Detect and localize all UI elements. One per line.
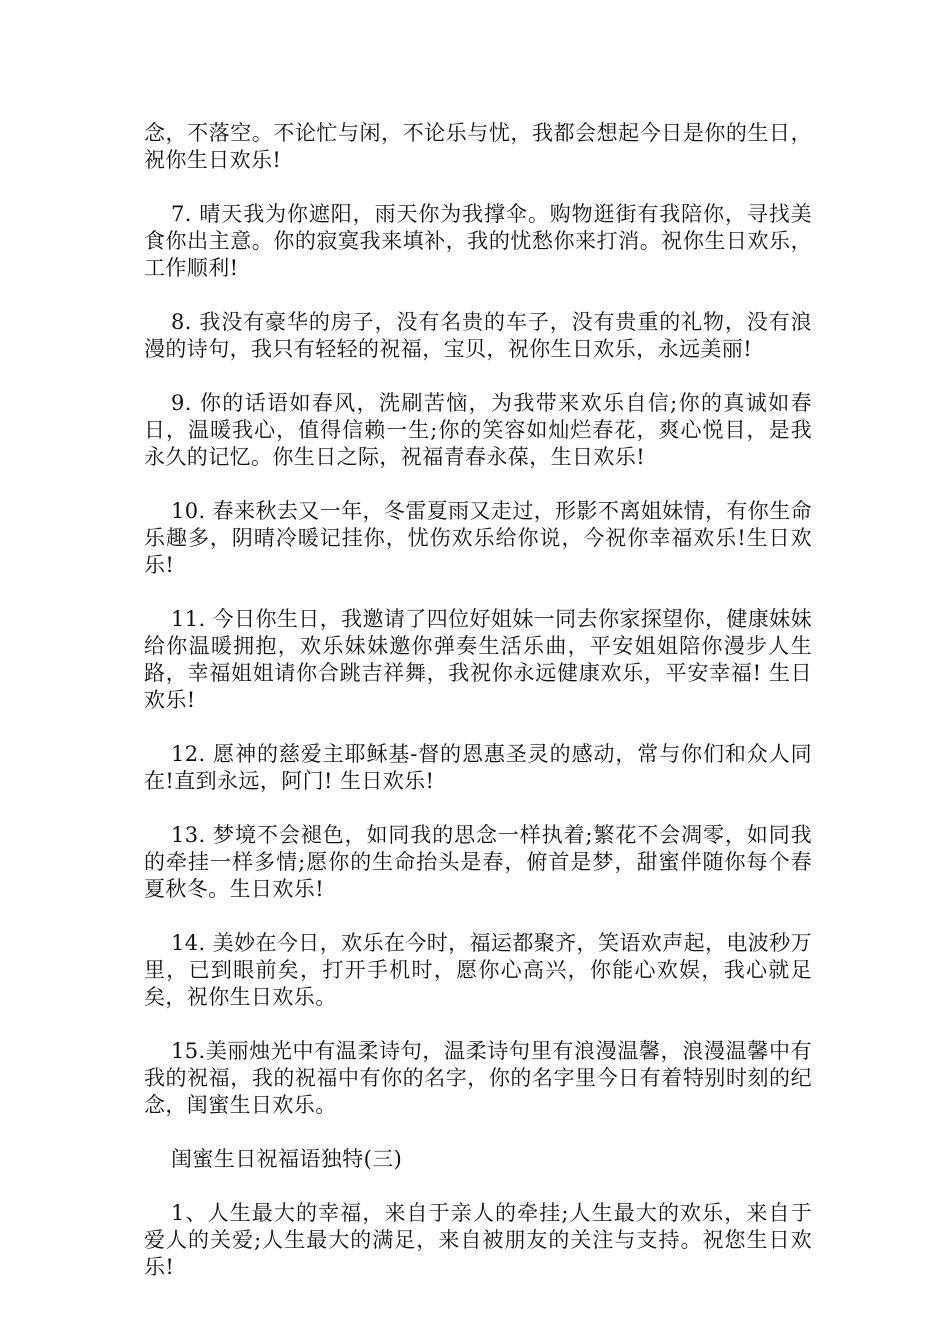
paragraph-item-8: 8. 我没有豪华的房子，没有名贵的车子，没有贵重的礼物，没有浪漫的诗句，我只有轻轻的祝福，宝贝，祝你生日欢乐，永远美丽!: [144, 310, 812, 361]
paragraph-item-11: 11. 今日你生日，我邀请了四位好姐妹一同去你家探望你，健康妹妹给你温暖拥抱，欢乐妹妹邀你弹奏生活乐曲，平安姐姐陪你漫步人生路，幸福姐姐请你合跳吉祥舞，我祝你永远健康欢乐，平安幸福! 生日欢乐!: [144, 607, 812, 712]
paragraph-item-12: 12. 愿神的慈爱主耶稣基-督的恩惠圣灵的感动，常与你们和众人同在!直到永远，阿门! 生日欢乐!: [144, 742, 812, 793]
paragraph-continuation: 念，不落空。不论忙与闲，不论乐与忧，我都会想起今日是你的生日，祝你生日欢乐!: [144, 121, 812, 172]
paragraph-item-10: 10. 春来秋去又一年，冬雷夏雨又走过，形影不离姐妹情，有你生命乐趣多，阴晴冷暖记挂你，忧伤欢乐给你说，今祝你幸福欢乐!生日欢乐!: [144, 499, 812, 577]
paragraph-item-14: 14. 美妙在今日，欢乐在今时，福运都聚齐，笑语欢声起，电波秒万里，已到眼前矣，打开手机时，愿你心高兴，你能心欢娱，我心就足矣，祝你生日欢乐。: [144, 931, 812, 1009]
section-heading: 闺蜜生日祝福语独特(三): [171, 1147, 403, 1171]
paragraph-item-7: 7. 晴天我为你遮阳，雨天你为我撑伞。购物逛街有我陪你，寻找美食你出主意。你的寂寞我来填补，我的忧愁你来打消。祝你生日欢乐，工作顺利!: [144, 202, 812, 280]
paragraph-item-15: 15.美丽烛光中有温柔诗句，温柔诗句里有浪漫温馨，浪漫温馨中有我的祝福，我的祝福中有你的名字，你的名字里今日有着特别时刻的纪念，闺蜜生日欢乐。: [144, 1039, 812, 1117]
document-body: [144, 120, 812, 1308]
paragraph-item-1: 1、人生最大的幸福，来自于亲人的牵挂;人生最大的欢乐，来自于爱人的关爱;人生最大的满足，来自被朋友的关注与支持。祝您生日欢乐!: [144, 1201, 812, 1279]
paragraph-item-13: 13. 梦境不会褪色，如同我的思念一样执着;繁花不会凋零，如同我的牵挂一样多情;愿你的生命抬头是春，俯首是梦，甜蜜伴随你每个春夏秋冬。生日欢乐!: [144, 823, 812, 901]
paragraph-item-9: 9. 你的话语如春风，洗刷苦恼，为我带来欢乐自信;你的真诚如春日，温暖我心，值得信赖一生;你的笑容如灿烂春花，爽心悦目，是我永久的记忆。你生日之际，祝福青春永葆，生日欢乐!: [144, 391, 812, 469]
